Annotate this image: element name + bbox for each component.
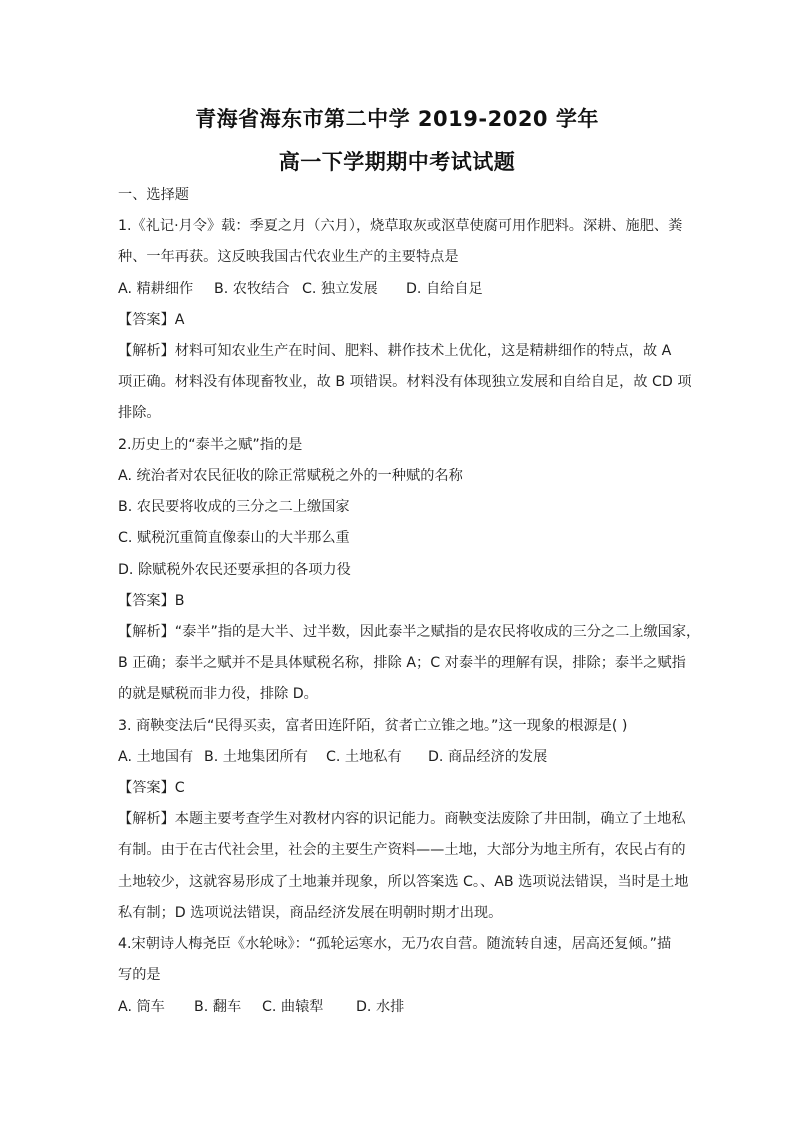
page-subtitle: 高一下学期期中考试试题 xyxy=(278,150,516,174)
q4-option-b: B. 翻车 xyxy=(194,999,242,1015)
q2-analysis-line-3: 的就是赋税而非力役，排除 D。 xyxy=(118,686,318,702)
q1-analysis-line-1: 【解析】材料可知农业生产在时间、肥料、耕作技术上优化，这是精耕细作的特点，故 A xyxy=(118,343,672,359)
q1-option-b: B. 农牧结合 xyxy=(214,281,290,297)
q1-analysis-line-2: 项正确。材料没有体现畜牧业，故 B 项错误。材料没有体现独立发展和自给自足，故 CD 项 xyxy=(118,374,692,390)
q3-analysis-line-1: 【解析】本题主要考查学生对教材内容的识记能力。商鞅变法废除了井田制，确立了土地私 xyxy=(118,811,686,827)
q1-option-a: A. 精耕细作 xyxy=(118,281,194,297)
q4-option-c: C. 曲辕犁 xyxy=(262,999,324,1015)
q2-analysis-line-1: 【解析】“泰半”指的是大半、过半数，因此泰半之赋指的是农民将收成的三分之二上缴国家， xyxy=(118,624,701,640)
q1-option-d: D. 自给自足 xyxy=(406,281,483,297)
q1-stem-line-1: 1.《礼记·月令》载：季夏之月（六月），烧草取灰或沤草使腐可用作肥料。深耕、施肥、粪 xyxy=(118,218,683,234)
q2-option-b: B. 农民要将收成的三分之二上缴国家 xyxy=(118,499,350,515)
q2-option-c: C. 赋税沉重简直像泰山的大半那么重 xyxy=(118,530,350,546)
q3-stem: 3. 商鞅变法后“民得买卖，富者田连阡陌，贫者亡立锥之地。”这一现象的根源是( ) xyxy=(118,718,628,734)
q3-option-d: D. 商品经济的发展 xyxy=(428,749,548,765)
q3-answer: 【答案】C xyxy=(118,780,185,796)
q2-analysis-line-2: B 正确；泰半之赋并不是具体赋税名称，排除 A；C 对泰半的理解有误，排除；泰半之赋指 xyxy=(118,655,686,671)
q3-option-c: C. 土地私有 xyxy=(326,749,402,765)
q3-analysis-line-2: 有制。由于在古代社会里，社会的主要生产资料——土地，大部分为地主所有，农民占有的 xyxy=(118,842,686,858)
q3-analysis-line-3: 土地较少，这就容易形成了土地兼并现象，所以答案选 C。、AB 选项说法错误，当时是土地 xyxy=(118,874,689,890)
q4-stem-line-2: 写的是 xyxy=(118,967,161,983)
q3-option-a: A. 土地国有 xyxy=(118,749,194,765)
q4-stem-line-1: 4.宋朝诗人梅尧臣《水轮咏》：“孤轮运寒水，无乃农自营。随流转自速，居高还复倾。”描 xyxy=(118,936,672,952)
q1-stem-line-2: 种、一年再获。这反映我国古代农业生产的主要特点是 xyxy=(118,249,459,265)
q2-answer: 【答案】B xyxy=(118,593,185,609)
q2-stem: 2.历史上的“泰半之赋”指的是 xyxy=(118,437,303,453)
q2-option-d: D. 除赋税外农民还要承担的各项力役 xyxy=(118,562,351,578)
q4-options xyxy=(118,997,688,1017)
q1-answer: 【答案】A xyxy=(118,312,185,328)
q3-analysis-line-4: 私有制；D 选项说法错误，商品经济发展在明朝时期才出现。 xyxy=(118,905,503,921)
q1-option-c: C. 独立发展 xyxy=(302,281,378,297)
q4-option-d: D. 水排 xyxy=(356,999,405,1015)
q2-option-a: A. 统治者对农民征收的除正常赋税之外的一种赋的名称 xyxy=(118,468,463,484)
q3-options xyxy=(118,747,688,767)
q4-option-a: A. 筒车 xyxy=(118,999,165,1015)
page-title: 青海省海东市第二中学 2019-2020 学年 xyxy=(195,107,599,131)
q1-options xyxy=(118,279,688,299)
q1-analysis-line-3: 排除。 xyxy=(118,405,161,421)
q3-option-b: B. 土地集团所有 xyxy=(204,749,308,765)
section-heading: 一、选择题 xyxy=(118,187,189,203)
